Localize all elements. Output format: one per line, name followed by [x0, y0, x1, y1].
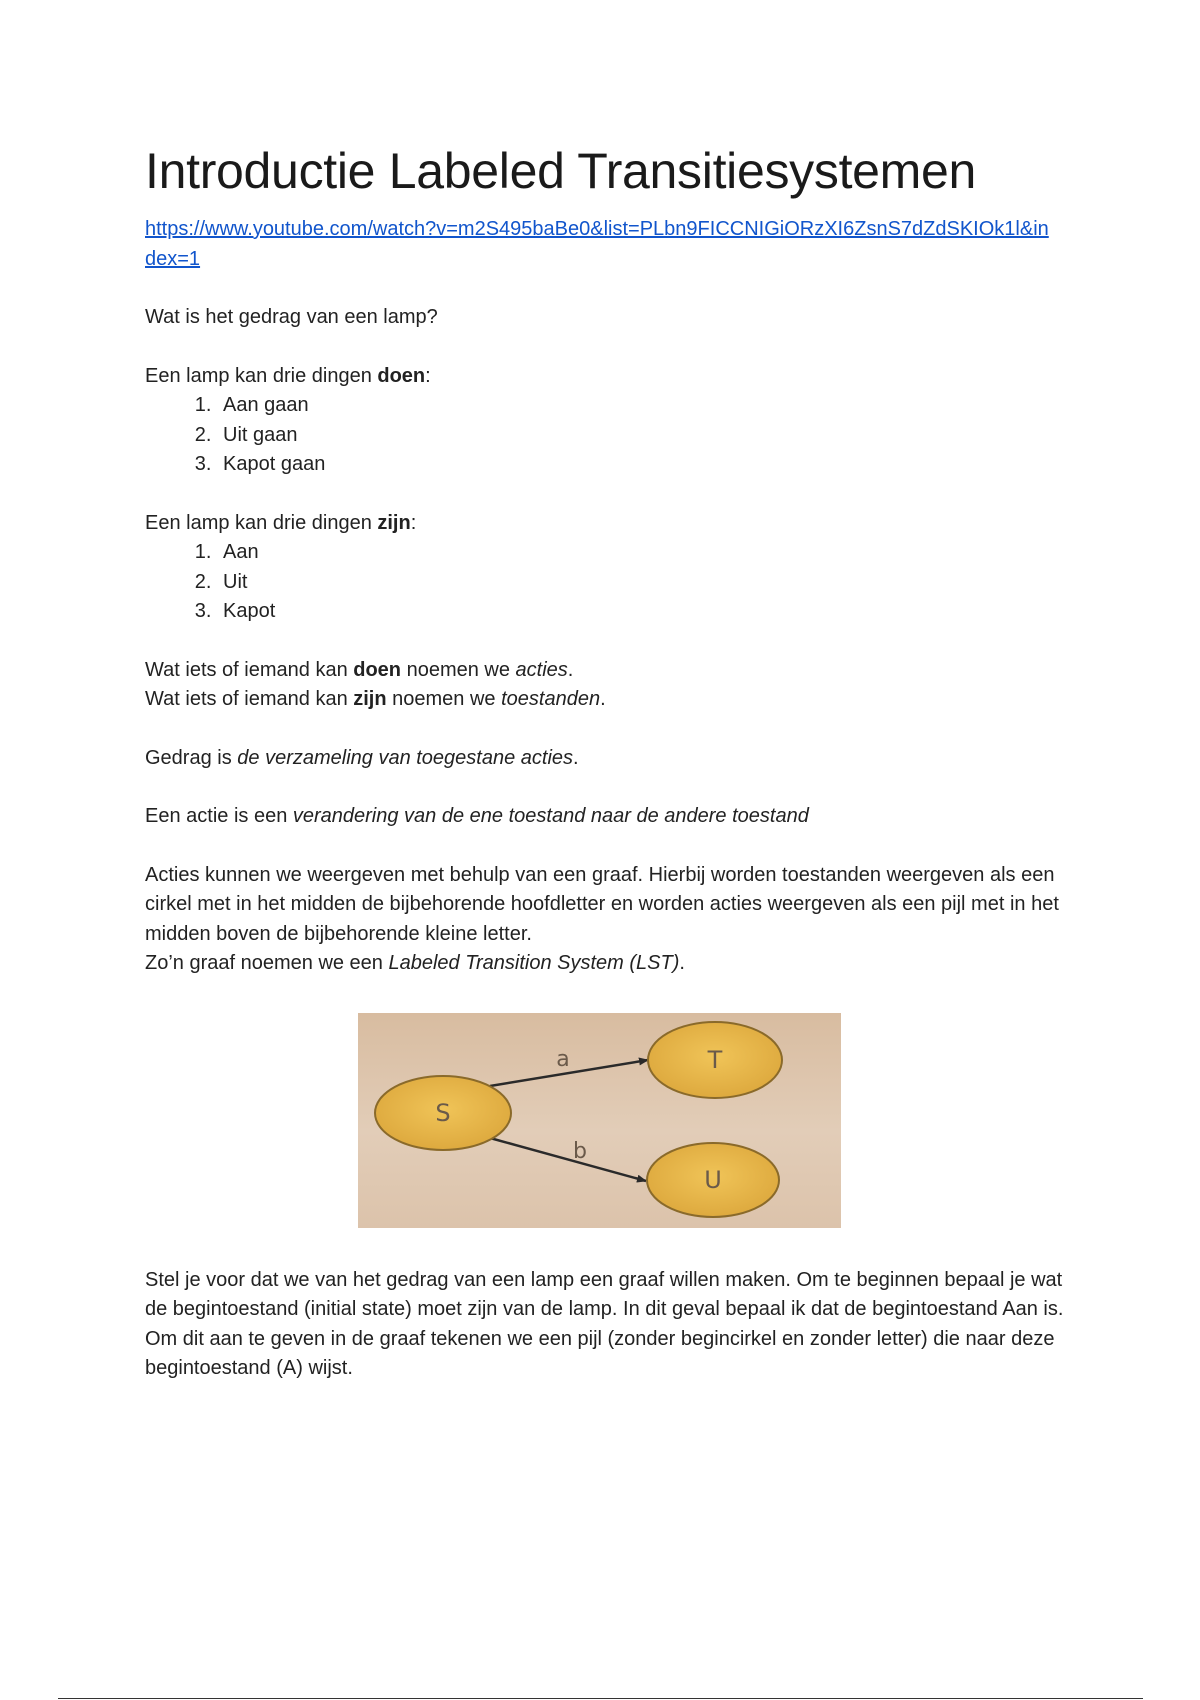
document-page — [145, 140, 1065, 1384]
action-a-label: a — [556, 1046, 570, 1072]
action-b-label: b — [573, 1138, 587, 1164]
page-title: Introductie Labeled Transitiesystemen — [145, 143, 977, 199]
graaf-explanation: Acties kunnen we weergeven met behulp van een graaf. Hierbij worden toestanden weergeven als een cirkel met in het midden de bijbehorende hoofdletter en worden acties weergeven als een pijl met in het midden boven de bijbehorende kleine letter. — [145, 863, 1059, 945]
question-text: Wat is het gedrag van een lamp? — [145, 306, 438, 328]
begintoestand-paragraph: Stel je voor dat we van het gedrag van een lamp een graaf willen maken. Om te beginnen bepaal je wat de begintoestand (initial state) moet zijn van de lamp. In dit geval bepaal ik dat de begintoestand Aan is. Om dit aan te geven in de graaf tekenen we een pijl (zonder begincirkel en zonder letter) die naar deze begintoestand (A) wijst. — [145, 1268, 1064, 1379]
lts-diagram — [358, 1013, 841, 1228]
footer-divider — [58, 1698, 1143, 1699]
definition-acties: Wat iets of iemand kan doen noemen we acties. — [145, 658, 574, 681]
zijn-intro: Een lamp kan drie dingen zijn: — [145, 511, 417, 534]
list-item: 3. Kapot gaan — [217, 450, 1065, 480]
list-item: 2. Uit gaan — [217, 421, 1065, 451]
list-item: 3. Kapot — [217, 597, 1065, 627]
doen-intro: Een lamp kan drie dingen doen: — [145, 364, 431, 387]
definition-toestanden: Wat iets of iemand kan zijn noemen we toestanden. — [145, 688, 606, 710]
definition-gedrag: Gedrag is de verzameling van toegestane acties. — [145, 746, 579, 769]
zijn-bold: zijn — [377, 511, 411, 534]
doen-bold: doen — [377, 364, 426, 387]
list-item: 2. Uit — [217, 568, 1065, 598]
lts-definition: Zo’n graaf noemen we een Labeled Transition System (LST). — [145, 952, 685, 974]
state-t-label: T — [707, 1045, 723, 1074]
state-u-label: U — [704, 1165, 722, 1194]
definition-actie: Een actie is een verandering van de ene toestand naar de andere toestand — [145, 805, 809, 827]
doen-list — [145, 391, 1065, 480]
zijn-list — [145, 538, 1065, 627]
transition-arrow-b — [490, 1138, 646, 1181]
list-item: 1. Aan gaan — [217, 391, 1065, 421]
youtube-link[interactable]: https://www.youtube.com/watch?v=m2S495baBe0&list=PLbn9FICCNIGiORzXI6ZsnS7dZdSKIOk1l&index=1 — [145, 218, 1049, 270]
list-item: 1. Aan — [217, 538, 1065, 568]
lts-diagram-image — [358, 1013, 841, 1228]
state-s-label: S — [435, 1098, 451, 1127]
